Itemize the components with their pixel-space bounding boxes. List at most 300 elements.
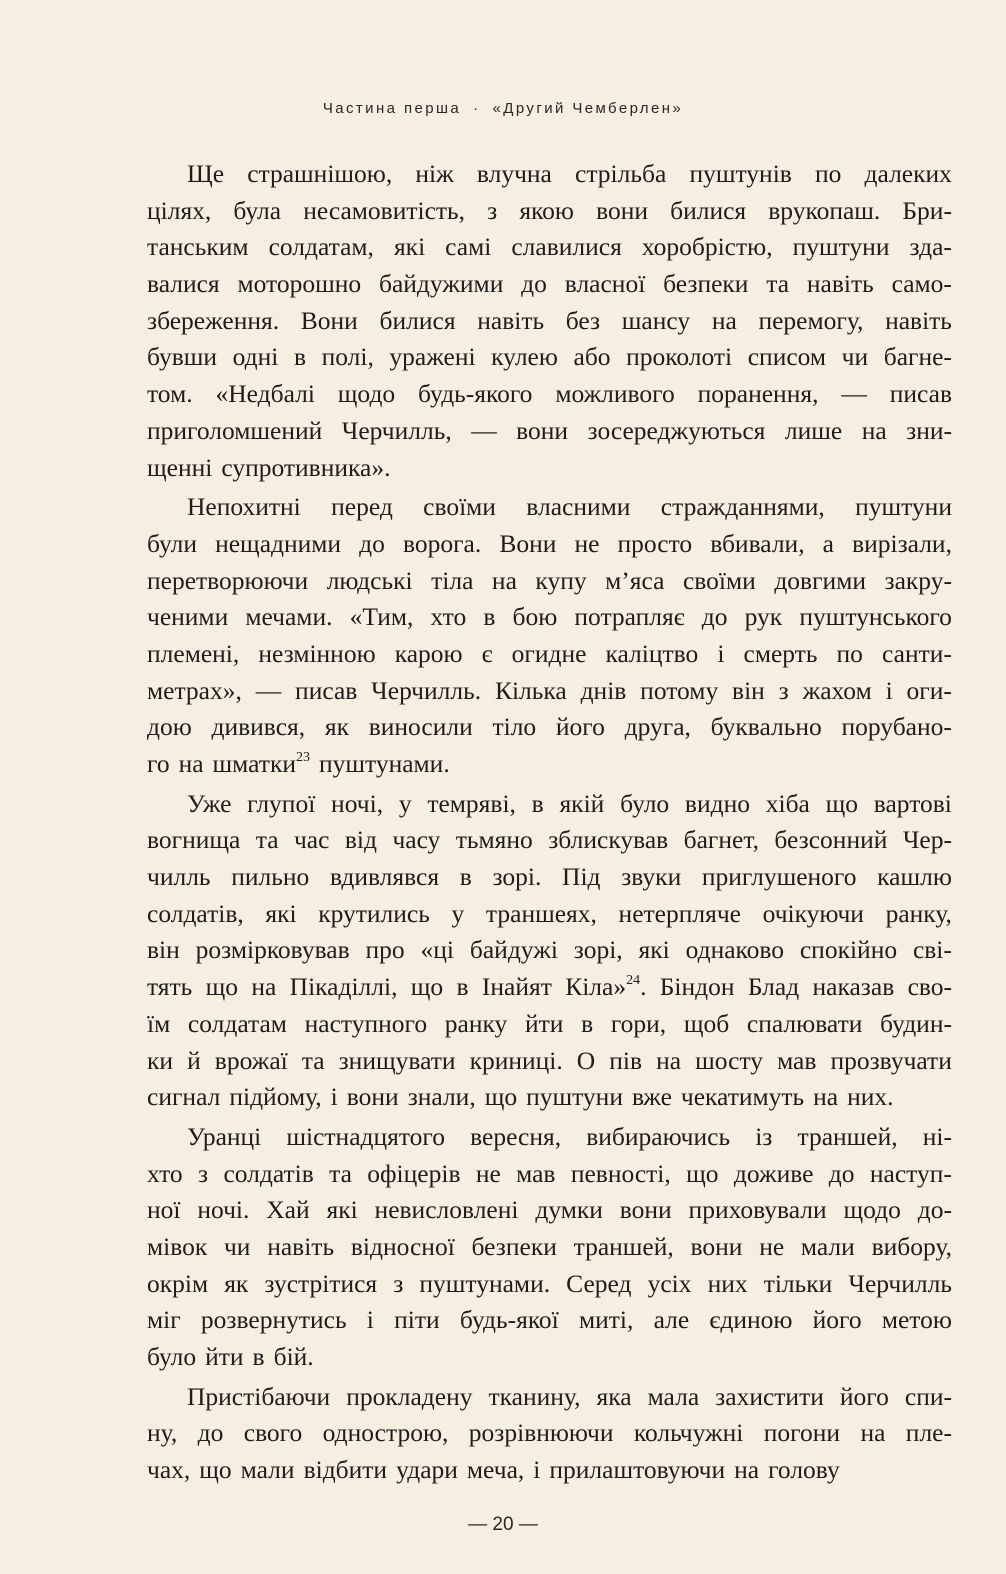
- word: племені,: [147, 638, 240, 668]
- word: будь-якої: [459, 1305, 559, 1335]
- word: яка: [596, 1381, 632, 1411]
- word: вони: [516, 415, 569, 445]
- word: було: [147, 1342, 197, 1371]
- word: безсонний: [774, 825, 888, 855]
- word: криниці.: [469, 1045, 563, 1075]
- word: хоробрістю,: [641, 232, 773, 262]
- word: несамовитість,: [303, 195, 466, 225]
- word: мала: [647, 1381, 700, 1411]
- word: Уже: [187, 788, 232, 818]
- word: пів: [609, 1045, 643, 1075]
- word: бою: [512, 602, 558, 632]
- word: знали,: [407, 1082, 476, 1112]
- word: гори,: [610, 1008, 667, 1038]
- word: влучна: [476, 159, 552, 188]
- word: жахом: [802, 675, 872, 705]
- word: часу: [392, 825, 441, 855]
- word: відносної: [350, 1231, 455, 1261]
- word: з: [487, 195, 498, 225]
- word: буквально: [710, 712, 822, 742]
- text-line: [147, 1079, 952, 1116]
- word: очікуючи: [762, 898, 864, 928]
- word: із: [755, 1121, 773, 1151]
- word: зустрітися: [264, 1268, 378, 1298]
- word: друга,: [624, 712, 691, 742]
- word: зорі,: [573, 935, 623, 965]
- word: своїми: [423, 492, 496, 522]
- word: страшнішою,: [247, 159, 393, 188]
- word: йти: [205, 1342, 244, 1371]
- text-line: [147, 229, 952, 266]
- word: писав: [295, 675, 358, 705]
- word: вибору,: [871, 1231, 952, 1261]
- word: і: [885, 675, 893, 705]
- word: як: [224, 1268, 249, 1298]
- paragraph: [147, 786, 952, 1116]
- word: які: [393, 232, 426, 262]
- word: була: [233, 195, 282, 225]
- word: вдивлявся: [329, 862, 440, 892]
- word: траншеях,: [485, 898, 597, 928]
- running-head-chapter: «Другий Чемберлен»: [492, 100, 684, 117]
- word: хіба: [765, 788, 810, 818]
- word: вони: [346, 1082, 399, 1112]
- word: кашлю: [877, 862, 952, 892]
- word: розрівнюючи: [468, 1418, 614, 1448]
- word: було: [620, 788, 670, 818]
- word: прокладену: [346, 1381, 473, 1411]
- word: Ще: [187, 159, 225, 188]
- word: закру-: [884, 565, 952, 595]
- word: супротивника».: [221, 452, 391, 482]
- word: Вони: [300, 305, 358, 335]
- word: —: [471, 415, 497, 445]
- word: мали: [240, 1455, 295, 1485]
- text-line: [147, 413, 952, 450]
- word: звуки: [621, 862, 682, 892]
- word: уражені: [389, 342, 476, 372]
- paragraph: [147, 156, 952, 486]
- word: мав: [516, 1158, 556, 1188]
- word: ну,: [147, 1418, 178, 1448]
- word: вони: [690, 1231, 743, 1261]
- word: Біндон: [659, 972, 735, 1002]
- word: на: [860, 1418, 886, 1448]
- word: в: [293, 342, 307, 372]
- word: та: [329, 1158, 352, 1188]
- word: та: [766, 269, 790, 299]
- text-line: [147, 339, 952, 376]
- word: самі: [445, 232, 492, 262]
- word: голову: [768, 1455, 840, 1485]
- word: кулею: [491, 342, 558, 372]
- word: вже: [631, 1082, 672, 1112]
- word: далеких: [864, 159, 952, 188]
- word: Вони: [499, 528, 557, 558]
- word: не: [475, 1158, 501, 1188]
- footnote-ref: 23: [295, 750, 310, 765]
- word: і: [366, 1305, 374, 1335]
- text-line: [147, 1415, 952, 1452]
- word: зорі.: [492, 862, 542, 892]
- word: пуштуни: [526, 1082, 623, 1112]
- word: моторошно: [237, 269, 362, 299]
- word: Черчилль: [848, 1268, 952, 1298]
- word: мали: [800, 1231, 855, 1261]
- text-line: [147, 156, 952, 193]
- word: —: [841, 379, 867, 409]
- word: пле-: [905, 1418, 952, 1448]
- word: потому: [640, 675, 719, 705]
- word: й: [187, 1045, 201, 1075]
- word: врожаї: [214, 1045, 288, 1075]
- word: одні: [232, 342, 279, 372]
- text-line: [147, 932, 952, 969]
- word: шістнадцятого: [286, 1121, 446, 1151]
- word: певності,: [570, 1158, 671, 1188]
- word: чилль: [147, 862, 211, 892]
- word: наступ-: [869, 1158, 952, 1188]
- word: смерть: [743, 638, 818, 668]
- word: приголомшений: [147, 415, 323, 445]
- word: стрільба: [575, 159, 667, 188]
- word: його: [555, 712, 605, 742]
- word: чи: [841, 342, 869, 372]
- word: в: [459, 862, 472, 892]
- text-line: [147, 1379, 952, 1416]
- text-line: [147, 563, 952, 600]
- word: людські: [326, 565, 413, 595]
- word: є: [481, 638, 493, 668]
- word: їм: [147, 1008, 171, 1038]
- word: шосту: [695, 1045, 764, 1075]
- word: вартові: [873, 788, 952, 818]
- word: писав: [889, 379, 952, 409]
- word: шматки$^{23}$: [212, 749, 310, 778]
- word: збереження.: [147, 305, 280, 335]
- word: вбивали,: [710, 528, 805, 558]
- text-line: [147, 376, 952, 413]
- word: —: [255, 675, 282, 705]
- word: проколоті: [626, 342, 733, 372]
- word: або: [573, 342, 611, 372]
- word: з: [198, 1158, 209, 1188]
- word: що: [410, 972, 444, 1002]
- word: чах,: [147, 1455, 191, 1485]
- word: що: [484, 1082, 518, 1112]
- word: чекатимуть: [680, 1082, 805, 1112]
- word: що: [199, 1455, 232, 1485]
- text-line: [147, 599, 952, 636]
- word: навіть: [806, 269, 874, 299]
- word: пуштунами.: [318, 749, 450, 778]
- word: будь-якого: [418, 379, 533, 409]
- word: метою: [881, 1305, 952, 1335]
- word: славилися: [511, 232, 622, 262]
- word: миті,: [578, 1305, 634, 1335]
- word: сигнал: [147, 1082, 221, 1112]
- word: «ці: [420, 935, 455, 965]
- word: в: [581, 1008, 594, 1038]
- word: порубано-: [841, 712, 952, 742]
- word: них.: [847, 1082, 894, 1112]
- word: своїми: [682, 565, 756, 595]
- word: багне-: [883, 342, 952, 372]
- word: Інайят: [481, 972, 552, 1002]
- word: вересня,: [470, 1121, 562, 1151]
- word: карою: [394, 638, 463, 668]
- text-line: [147, 193, 952, 230]
- footnote-ref: 24: [626, 973, 641, 989]
- word: кольчужні: [633, 1418, 744, 1448]
- word: Черчилль.: [371, 675, 482, 705]
- word: на: [491, 565, 517, 595]
- word: а: [822, 528, 834, 558]
- word: «Недбалі: [215, 379, 315, 409]
- word: потрапляє: [574, 602, 685, 632]
- text-line: [147, 709, 952, 746]
- word: в: [252, 1342, 265, 1371]
- word: у: [398, 788, 412, 818]
- word: навіть: [885, 305, 952, 335]
- text-line: [147, 303, 952, 340]
- word: про: [365, 935, 405, 965]
- word: Кілька: [494, 675, 567, 705]
- word: прилаштовуючи: [549, 1455, 726, 1485]
- word: щенні: [147, 452, 213, 482]
- word: власної: [564, 269, 646, 299]
- word: без: [565, 305, 601, 335]
- word: шансу: [621, 305, 691, 335]
- word: по: [814, 159, 842, 188]
- word: ночі.: [197, 1195, 250, 1225]
- word: але: [653, 1305, 690, 1335]
- word: вибираючись: [586, 1121, 731, 1151]
- word: них: [707, 1268, 748, 1298]
- word: навіть: [267, 1231, 335, 1261]
- body-text: [147, 156, 952, 1492]
- word: до: [828, 1158, 855, 1188]
- word: врукопаш.: [768, 195, 881, 225]
- word: зблискував: [548, 825, 669, 855]
- word: полі,: [321, 342, 374, 372]
- word: Під: [562, 862, 601, 892]
- word: солдатів: [223, 1158, 314, 1188]
- word: огидне: [511, 638, 587, 668]
- text-line: [147, 822, 952, 859]
- word: дою: [147, 712, 192, 742]
- word: мечами.: [245, 602, 333, 632]
- word: усіх: [647, 1268, 692, 1298]
- word: незмінною: [258, 638, 376, 668]
- text-line: [147, 896, 952, 933]
- word: однаково: [685, 935, 784, 965]
- word: підйому,: [229, 1082, 322, 1112]
- word: том.: [147, 379, 193, 409]
- word: солдатам,: [268, 232, 374, 262]
- word: навіть: [477, 305, 545, 335]
- word: нетерпляче: [618, 898, 741, 928]
- word: вирізали,: [852, 528, 952, 558]
- text-line: [147, 1006, 952, 1043]
- word: які: [326, 1195, 358, 1225]
- word: Хай: [266, 1195, 310, 1225]
- word: крутились: [318, 898, 430, 928]
- word: захистити: [715, 1381, 824, 1411]
- word: Бри-: [902, 195, 952, 225]
- word: чи: [223, 1231, 251, 1261]
- word: пуштунського: [799, 602, 952, 632]
- word: тять: [147, 972, 193, 1002]
- text-line: [147, 266, 952, 303]
- word: від: [344, 825, 377, 855]
- word: байдужі: [469, 935, 558, 965]
- word: тіло: [492, 712, 537, 742]
- word: Пікаділлі,: [289, 972, 398, 1002]
- word: міг: [147, 1305, 181, 1335]
- word: можливого: [555, 379, 675, 409]
- word: на: [656, 1045, 682, 1075]
- word: щоб: [683, 1008, 730, 1038]
- word: з: [393, 1268, 404, 1298]
- word: солдатів,: [147, 898, 244, 928]
- running-head-part: Частина перша: [322, 100, 462, 117]
- text-line: [147, 1229, 952, 1266]
- word: і: [533, 1455, 541, 1485]
- word: безпеки: [471, 1231, 557, 1261]
- word: тіла: [431, 565, 474, 595]
- word: багнет,: [683, 825, 759, 855]
- text-line: [147, 450, 952, 487]
- word: погони: [763, 1418, 841, 1448]
- word: приховували: [688, 1195, 827, 1225]
- word: тільки: [763, 1268, 833, 1298]
- word: та: [255, 825, 279, 855]
- word: перетворюючи: [147, 565, 309, 595]
- word: удари: [396, 1455, 458, 1485]
- word: в: [483, 602, 496, 632]
- word: просто: [617, 528, 693, 558]
- word: ночі,: [331, 788, 384, 818]
- word: поранення,: [697, 379, 819, 409]
- word: ної: [147, 1195, 181, 1225]
- word: глупої: [247, 788, 316, 818]
- paragraph: [147, 489, 952, 783]
- word: м’яса: [605, 565, 665, 595]
- text-line: [147, 1119, 952, 1156]
- text-line: [147, 673, 952, 710]
- word: в: [456, 972, 469, 1002]
- word: піти: [394, 1305, 440, 1335]
- word: танським: [147, 232, 249, 262]
- word: якою: [519, 195, 574, 225]
- word: пильно: [231, 862, 310, 892]
- word: однострою,: [322, 1418, 449, 1448]
- word: які: [638, 935, 670, 965]
- word: єдиною: [709, 1305, 793, 1335]
- word: розвернутись: [200, 1305, 347, 1335]
- word: свого: [243, 1418, 303, 1448]
- word: на: [734, 1455, 760, 1485]
- word: до: [521, 269, 547, 299]
- word: приглушеного: [701, 862, 857, 892]
- word: само-: [891, 269, 952, 299]
- word: лише: [784, 415, 843, 445]
- word: невисловлені: [374, 1195, 519, 1225]
- word: хто: [430, 602, 467, 632]
- word: зда-: [909, 232, 952, 262]
- word: що: [686, 1158, 719, 1188]
- word: каліцтво: [605, 638, 699, 668]
- word: билися: [670, 195, 747, 225]
- word: вогнища: [147, 825, 241, 855]
- word: Пристібаючи: [187, 1381, 331, 1411]
- word: його: [812, 1305, 862, 1335]
- word: Серед: [566, 1268, 632, 1298]
- word: і: [717, 638, 725, 668]
- word: меча,: [466, 1455, 525, 1485]
- word: дивився,: [211, 712, 306, 742]
- word: го: [147, 749, 170, 778]
- word: метрах»,: [147, 675, 242, 705]
- word: ранку: [444, 1008, 508, 1038]
- word: цілях,: [147, 195, 212, 225]
- word: видно: [684, 788, 750, 818]
- text-line: [147, 1339, 952, 1376]
- word: що: [825, 788, 859, 818]
- word: з: [778, 675, 789, 705]
- word: Уранці: [187, 1121, 262, 1151]
- word: доживе: [733, 1158, 814, 1188]
- word: не: [759, 1231, 785, 1261]
- word: до: [701, 602, 728, 632]
- word: його: [839, 1381, 889, 1411]
- word: нещадними: [215, 528, 342, 558]
- word: Кіла»$^{24}$.: [565, 972, 647, 1002]
- word: пуштуни: [855, 492, 952, 522]
- word: щодо: [843, 1195, 901, 1225]
- word: спи-: [904, 1381, 952, 1411]
- word: не: [574, 528, 600, 558]
- word: Непохитні: [187, 492, 301, 522]
- word: які: [265, 898, 297, 928]
- text-line: [147, 489, 952, 526]
- word: рук: [744, 602, 783, 632]
- word: ні-: [922, 1121, 952, 1151]
- text-line: [147, 746, 952, 783]
- word: «Тим,: [349, 602, 414, 632]
- word: в: [531, 788, 544, 818]
- word: санти-: [882, 638, 952, 668]
- word: перемогу,: [758, 305, 864, 335]
- word: бій.: [273, 1342, 314, 1371]
- word: на: [711, 305, 737, 335]
- word: валися: [147, 269, 220, 299]
- text-line: [147, 1156, 952, 1193]
- text-line: [147, 636, 952, 673]
- word: прозвучати: [830, 1045, 952, 1075]
- word: пуштунів: [689, 159, 792, 188]
- word: байдужими: [378, 269, 504, 299]
- word: мав: [777, 1045, 817, 1075]
- word: по: [836, 638, 863, 668]
- word: у: [451, 898, 465, 928]
- paragraph: [147, 1119, 952, 1376]
- text-line: [147, 1452, 952, 1489]
- text-line: [147, 1043, 952, 1080]
- word: йти: [524, 1008, 564, 1038]
- word: час: [293, 825, 330, 855]
